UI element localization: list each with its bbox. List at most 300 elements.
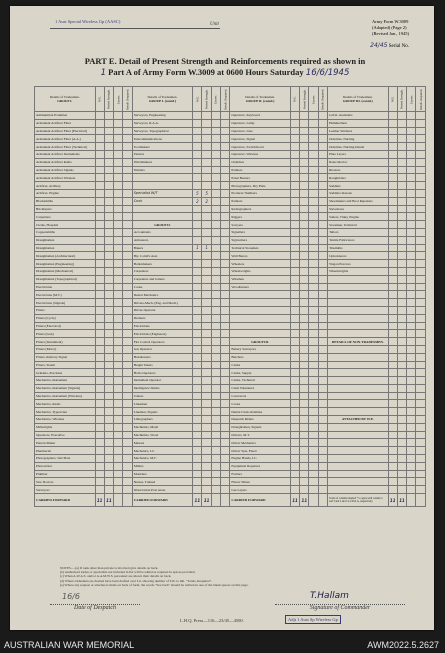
trade-cell: Drainers	[132, 314, 193, 322]
excess-cell	[114, 150, 123, 158]
we-cell	[388, 283, 397, 291]
excess-cell	[114, 299, 123, 307]
serial-value: 24/45	[370, 42, 388, 49]
excess-cell	[114, 470, 123, 478]
trade-cell: Fitters (Cycle)	[35, 314, 96, 322]
excess-cell	[211, 486, 220, 494]
reinfs-cell	[318, 431, 327, 439]
trade-cell: Technical Storemen	[230, 244, 291, 252]
reinfs-cell	[123, 267, 132, 275]
trade-cell	[328, 322, 389, 330]
reinfs-cell	[221, 252, 230, 260]
trade-cell: Electricians (M.T.)	[35, 291, 96, 299]
reinfs-cell	[318, 439, 327, 447]
table-row	[35, 447, 426, 455]
trade-cell: Electricians	[35, 283, 96, 291]
trade-cell: Pharmacist	[35, 447, 96, 455]
trade-cell: Draughtsmen	[35, 236, 96, 244]
excess-cell	[309, 244, 318, 252]
excess-cell	[114, 260, 123, 268]
trade-cell: Pattern Maker	[35, 439, 96, 447]
we-cell	[95, 143, 104, 151]
we-cell	[290, 197, 299, 205]
excess-cell	[407, 486, 416, 494]
trade-cell: Nurses, Trained	[132, 478, 193, 486]
posted-cell	[397, 470, 406, 478]
reinfs-cell	[416, 283, 426, 291]
reinfs-cell	[416, 306, 426, 314]
col-header-excess: Excess.	[211, 87, 220, 112]
reinfs-cell	[318, 197, 327, 205]
reinfs-cell	[416, 166, 426, 174]
table-row	[35, 127, 426, 135]
reinfs-cell	[318, 236, 327, 244]
excess-cell	[309, 275, 318, 283]
posted-cell	[397, 291, 406, 299]
table-row	[35, 306, 426, 314]
trade-cell: Lithographers	[132, 416, 193, 424]
we-cell	[290, 112, 299, 120]
excess-cell	[309, 462, 318, 470]
trade-cell: Armament Artificer Instruments	[35, 150, 96, 158]
trade-cell: Clerks, Hospital	[35, 221, 96, 229]
we-cell	[95, 377, 104, 385]
we-cell	[95, 119, 104, 127]
reinfs-cell	[318, 267, 327, 275]
trade-cell: Toolmakers	[132, 143, 193, 151]
trade-cell: Textile Fabricators	[328, 236, 389, 244]
reinfs-cell	[318, 455, 327, 463]
trade-cell: Shoemakers and Boot Repairers	[328, 197, 389, 205]
posted-cell	[202, 369, 211, 377]
reinfs-cell	[123, 127, 132, 135]
trade-cell	[328, 377, 389, 385]
we-cell	[95, 267, 104, 275]
reinfs-cell	[318, 166, 327, 174]
posted-cell	[300, 150, 309, 158]
we-cell	[95, 260, 104, 268]
trade-cell: Clerks, Supply	[230, 369, 291, 377]
reinfs-cell	[221, 478, 230, 486]
posted-cell	[397, 447, 406, 455]
we-cell	[193, 470, 202, 478]
excess-cell	[211, 400, 220, 408]
we-cell	[290, 322, 299, 330]
excess-cell	[211, 345, 220, 353]
excess-cell	[211, 205, 220, 213]
we-cell	[193, 345, 202, 353]
posted-cell	[300, 228, 309, 236]
reinfs-cell	[123, 252, 132, 260]
reinfs-cell	[123, 205, 132, 213]
posted-cell	[104, 353, 113, 361]
reinfs-cell	[221, 431, 230, 439]
trade-cell: Draughtsmen (Mechanical)	[35, 267, 96, 275]
table-row	[35, 158, 426, 166]
trade-cell	[328, 431, 389, 439]
title-date: 16/6/1945	[305, 68, 350, 78]
posted-cell	[104, 439, 113, 447]
we-cell	[388, 174, 397, 182]
posted-cell	[397, 205, 406, 213]
reinfs-cell	[123, 338, 132, 346]
trade-cell: Leather Stitchers	[328, 127, 389, 135]
we-cell	[290, 158, 299, 166]
trade-cell: Intelligence Duties	[132, 384, 193, 392]
excess-cell	[407, 423, 416, 431]
posted-cell	[202, 158, 211, 166]
we-cell	[388, 189, 397, 197]
we-cell	[290, 213, 299, 221]
we-cell	[290, 384, 299, 392]
excess-cell	[407, 166, 416, 174]
excess-cell	[309, 322, 318, 330]
excess-cell	[407, 361, 416, 369]
reinfs-cell	[416, 400, 426, 408]
reinfs-cell	[416, 267, 426, 275]
we-cell	[95, 291, 104, 299]
posted-cell	[397, 322, 406, 330]
posted-cell	[104, 127, 113, 135]
posted-cell	[397, 119, 406, 127]
reinfs-cell	[221, 330, 230, 338]
trade-cell	[328, 439, 389, 447]
reinfs-cell	[318, 330, 327, 338]
excess-cell	[309, 384, 318, 392]
we-cell	[388, 486, 397, 494]
reinfs-cell	[123, 345, 132, 353]
we-cell	[388, 431, 397, 439]
excess-cell	[309, 127, 318, 135]
posted-cell	[104, 174, 113, 182]
posted-cell	[300, 205, 309, 213]
we-cell	[290, 447, 299, 455]
posted-cell	[202, 416, 211, 424]
posted-cell	[397, 213, 406, 221]
excess-cell	[114, 353, 123, 361]
col-header-reinfs: Reinfs. Required.	[416, 87, 426, 112]
posted-cell	[397, 260, 406, 268]
excess-cell	[309, 150, 318, 158]
form-ref-line-3: (Revised Jan., 1945)	[372, 31, 409, 36]
page-title	[35, 56, 415, 79]
reinfs-cell	[318, 189, 327, 197]
trade-cell: Wagon Erectors	[328, 260, 389, 268]
reinfs-cell	[123, 221, 132, 229]
trade-cell: Drivers, M.T.	[230, 431, 291, 439]
table-row	[35, 369, 426, 377]
we-cell	[95, 431, 104, 439]
posted-cell	[202, 260, 211, 268]
we-cell	[388, 291, 397, 299]
trade-cell: Wiremen	[230, 275, 291, 283]
reinfs-cell	[416, 353, 426, 361]
we-cell	[193, 267, 202, 275]
trade-cell	[328, 408, 389, 416]
we-cell	[193, 260, 202, 268]
strength-table	[34, 86, 426, 507]
reinfs-cell	[318, 392, 327, 400]
posted-cell	[202, 423, 211, 431]
excess-cell	[309, 423, 318, 431]
posted-cell	[397, 221, 406, 229]
trade-cell: Fitters, Steam	[35, 361, 96, 369]
reinfs-cell	[123, 361, 132, 369]
trade-cell: Electricians (Engineers)	[132, 330, 193, 338]
excess-cell	[407, 338, 416, 346]
posted-cell	[300, 275, 309, 283]
posted-cell	[397, 189, 406, 197]
we-cell	[388, 205, 397, 213]
we-cell	[388, 244, 397, 252]
we-cell	[388, 267, 397, 275]
trade-cell: Clerk Volunteers	[230, 384, 291, 392]
we-cell	[95, 236, 104, 244]
we-cell	[193, 330, 202, 338]
excess-total	[407, 494, 416, 507]
we-cell	[290, 283, 299, 291]
we-cell	[388, 275, 397, 283]
we-cell	[193, 150, 202, 158]
trade-cell: Riveters	[328, 166, 389, 174]
reinfs-cell	[318, 252, 327, 260]
trade-cell: Woodturners	[230, 283, 291, 291]
table-row	[35, 150, 426, 158]
we-cell	[388, 353, 397, 361]
trade-cell: Draughtsmen	[35, 244, 96, 252]
excess-cell	[211, 135, 220, 143]
excess-cell	[114, 221, 123, 229]
trade-cell: Fitters' Mates	[230, 478, 291, 486]
trade-cell: Wheelwrights	[230, 267, 291, 275]
we-cell	[388, 158, 397, 166]
posted-cell	[300, 291, 309, 299]
we-cell	[193, 416, 202, 424]
excess-cell	[309, 205, 318, 213]
reinfs-cell	[318, 478, 327, 486]
trade-cell	[328, 384, 389, 392]
posted-cell	[202, 205, 211, 213]
trade-cell	[328, 345, 389, 353]
we-cell	[193, 252, 202, 260]
trade-cell: Armament Artificer Fitter (Technical)	[35, 143, 96, 151]
excess-cell	[114, 314, 123, 322]
table-row	[35, 221, 426, 229]
trade-cell	[230, 299, 291, 307]
excess-cell	[309, 112, 318, 120]
note-line: (d) Where tradesmen are desired have been drafted over Ltr. showing number of T.R. to mil. "Totals, Required".	[60, 578, 212, 583]
we-cell	[95, 447, 104, 455]
trade-cell: Bakers	[132, 244, 193, 252]
reinfs-cell	[416, 205, 426, 213]
reinfs-cell	[416, 416, 426, 424]
posted-cell	[397, 353, 406, 361]
reinfs-cell	[318, 384, 327, 392]
we-cell	[388, 447, 397, 455]
excess-cell	[407, 416, 416, 424]
trade-cell: Sawyers	[230, 221, 291, 229]
reinfs-cell	[123, 291, 132, 299]
table-row	[35, 314, 426, 322]
posted-cell	[104, 400, 113, 408]
we-cell	[388, 455, 397, 463]
excess-cell	[114, 306, 123, 314]
we-cell	[388, 470, 397, 478]
table-row	[35, 197, 426, 205]
trade-cell: Joiners	[132, 392, 193, 400]
posted-cell	[300, 431, 309, 439]
reinfs-cell	[318, 150, 327, 158]
we-cell	[95, 189, 104, 197]
posted-cell	[397, 338, 406, 346]
excess-cell	[211, 439, 220, 447]
posted-cell	[104, 462, 113, 470]
trade-cell	[328, 462, 389, 470]
reinfs-cell	[123, 299, 132, 307]
we-cell	[290, 275, 299, 283]
excess-cell	[114, 112, 123, 120]
trade-cell: Welders	[132, 166, 193, 174]
we-cell	[95, 244, 104, 252]
table-row	[35, 345, 426, 353]
table-row	[35, 423, 426, 431]
excess-cell	[309, 314, 318, 322]
reinfs-cell	[318, 447, 327, 455]
reinfs-cell	[221, 267, 230, 275]
posted-cell	[104, 166, 113, 174]
excess-cell	[309, 486, 318, 494]
reinfs-cell	[221, 158, 230, 166]
trade-cell	[328, 330, 389, 338]
posted-cell	[397, 330, 406, 338]
excess-cell	[407, 267, 416, 275]
we-cell	[95, 470, 104, 478]
posted-cell	[202, 182, 211, 190]
trade-cell	[328, 470, 389, 478]
reinfs-cell	[318, 306, 327, 314]
posted-cell	[104, 244, 113, 252]
posted-cell	[397, 455, 406, 463]
trade-cell: Operators, Wireless	[230, 150, 291, 158]
reinfs-cell	[318, 462, 327, 470]
reinfs-cell	[123, 314, 132, 322]
excess-cell	[211, 384, 220, 392]
posted-total: 11	[202, 494, 211, 507]
excess-cell	[407, 205, 416, 213]
excess-cell	[211, 166, 220, 174]
excess-cell	[407, 392, 416, 400]
we-cell	[388, 119, 397, 127]
we-cell	[388, 182, 397, 190]
posted-cell	[300, 267, 309, 275]
we-cell	[388, 408, 397, 416]
we-cell	[388, 166, 397, 174]
excess-cell	[309, 236, 318, 244]
excess-cell	[211, 143, 220, 151]
part-mark: 1	[100, 68, 107, 78]
posted-cell	[397, 377, 406, 385]
excess-cell	[309, 283, 318, 291]
excess-cell	[211, 478, 220, 486]
reinfs-cell	[221, 455, 230, 463]
excess-cell	[309, 306, 318, 314]
we-cell	[290, 408, 299, 416]
table-row	[35, 143, 426, 151]
reinfs-cell	[123, 189, 132, 197]
excess-cell	[309, 455, 318, 463]
reinfs-cell	[123, 353, 132, 361]
trade-cell: Photographers, Dry Plate	[230, 182, 291, 190]
we-cell	[290, 416, 299, 424]
reinfs-cell	[221, 127, 230, 135]
posted-cell	[202, 408, 211, 416]
excess-cell	[407, 353, 416, 361]
posted-cell	[397, 112, 406, 120]
trade-cell: Fitters (Electrical)	[35, 322, 96, 330]
we-cell	[95, 197, 104, 205]
trade-cell: Signwriters	[230, 236, 291, 244]
reinfs-cell	[221, 400, 230, 408]
excess-cell	[309, 158, 318, 166]
trade-cell: Bty. Comd's Asst.	[132, 252, 193, 260]
reinfs-cell	[123, 486, 132, 494]
reinfs-cell	[318, 314, 327, 322]
trade-cell	[132, 174, 193, 182]
trade-cell: Fire Control Operators	[132, 338, 193, 346]
reinfs-cell	[416, 275, 426, 283]
posted-cell	[202, 221, 211, 229]
excess-cell	[211, 174, 220, 182]
carried-forward-row	[35, 494, 426, 507]
trade-cell: Upholsterers	[328, 252, 389, 260]
table-row	[35, 361, 426, 369]
posted-cell	[300, 197, 309, 205]
posted-cell	[104, 213, 113, 221]
we-cell	[290, 470, 299, 478]
trade-cell: Hammermen	[328, 119, 389, 127]
we-cell	[193, 228, 202, 236]
excess-cell	[114, 275, 123, 283]
reinfs-cell	[123, 408, 132, 416]
trade-cell: Sailers, Tinky, Engine	[328, 213, 389, 221]
posted-cell	[300, 252, 309, 260]
reinfs-total	[221, 494, 230, 507]
trade-cell: Accountants	[132, 228, 193, 236]
posted-cell	[104, 478, 113, 486]
excess-cell	[309, 291, 318, 299]
trade-cell: Machinists, Metal	[132, 423, 193, 431]
unit-line	[50, 22, 220, 29]
excess-cell	[309, 221, 318, 229]
posted-cell	[300, 361, 309, 369]
trade-cell: G.P.O. Assistants	[328, 112, 389, 120]
title-line-2	[35, 67, 415, 79]
reinfs-cell	[416, 478, 426, 486]
trade-cell: Orderlies	[230, 158, 291, 166]
reinfs-cell	[221, 423, 230, 431]
posted-cell	[300, 174, 309, 182]
reinfs-cell	[318, 135, 327, 143]
we-cell	[95, 275, 104, 283]
table-row	[35, 228, 426, 236]
we-cell	[290, 299, 299, 307]
excess-cell	[309, 197, 318, 205]
posted-cell	[202, 345, 211, 353]
reinfs-cell	[416, 260, 426, 268]
reinfs-cell	[416, 361, 426, 369]
reinfs-cell	[221, 260, 230, 268]
trade-cell: Armament Artificer Radio	[35, 158, 96, 166]
